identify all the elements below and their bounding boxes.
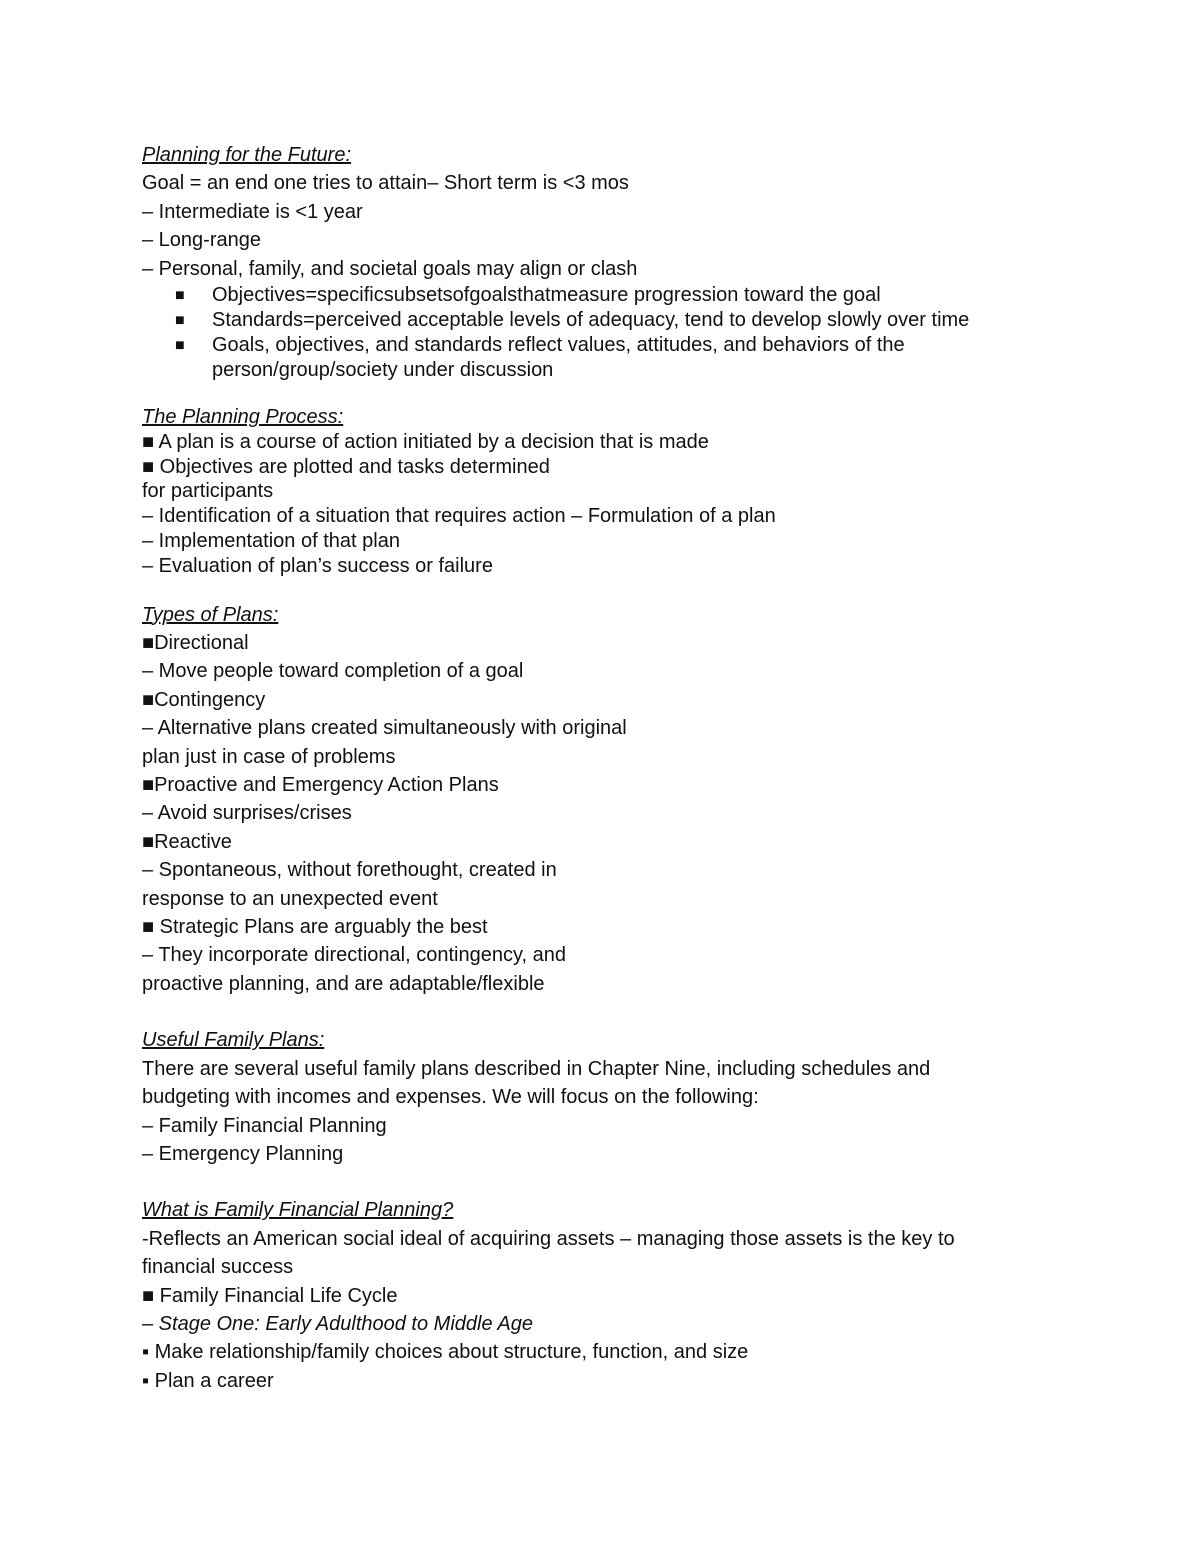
section-heading: Useful Family Plans: bbox=[142, 1029, 325, 1052]
text-line: ■Reactive bbox=[142, 830, 232, 853]
bullet-item bbox=[142, 333, 1042, 383]
section-useful-family-plans bbox=[142, 1026, 1042, 1168]
bullet-item bbox=[142, 308, 1042, 333]
section-heading: Planning for the Future: bbox=[142, 144, 352, 166]
text-line: – Implementation of that plan bbox=[142, 530, 400, 553]
text-line: – Emergency Planning bbox=[142, 1142, 344, 1165]
document-page bbox=[142, 141, 1042, 1395]
text-line: – Avoid surprises/crises bbox=[142, 802, 352, 825]
text-line: – Personal, family, and societal goals may align or clash bbox=[142, 257, 638, 280]
bullet-text: Goals, objectives, and standards reflect values, attitudes, and behaviors of the person/group/society under discussion bbox=[212, 334, 905, 382]
text-line: Goal = an end one tries to attain– Short term is <3 mos bbox=[142, 172, 629, 195]
text-line: plan just in case of problems bbox=[142, 745, 396, 768]
text-line: for participants bbox=[142, 480, 274, 503]
text-line: ■Directional bbox=[142, 632, 249, 655]
text-line: ■Contingency bbox=[142, 688, 266, 711]
text-line: -Reflects an American social ideal of acquiring assets – managing those assets is the key to bbox=[142, 1227, 955, 1250]
text-line: response to an unexpected event bbox=[142, 887, 438, 910]
text-line: – Evaluation of plan’s success or failure bbox=[142, 554, 493, 577]
bullet-text: Objectives=specificsubsetsofgoalsthatmeasure progression toward the goal bbox=[212, 284, 881, 307]
text-line: – Intermediate is <1 year bbox=[142, 200, 363, 223]
text-line: ■Proactive and Emergency Action Plans bbox=[142, 774, 499, 797]
section-planning-for-the-future bbox=[142, 141, 1042, 383]
bullet-square-icon: ■ bbox=[175, 312, 185, 330]
bullet-square-icon: ■ bbox=[175, 287, 185, 305]
text-line: – Spontaneous, without forethought, created in bbox=[142, 859, 557, 882]
text-line: There are several useful family plans described in Chapter Nine, including schedules and bbox=[142, 1057, 931, 1080]
text-line: ■ Objectives are plotted and tasks determined bbox=[142, 455, 550, 478]
text-line: ▪ Make relationship/family choices about structure, function, and size bbox=[142, 1341, 749, 1364]
text-line: ■ Family Financial Life Cycle bbox=[142, 1284, 398, 1307]
spacer bbox=[142, 383, 1042, 405]
section-heading: Types of Plans: bbox=[142, 603, 279, 626]
section-planning-process bbox=[142, 405, 1042, 579]
text-line: – Identification of a situation that requires action – Formulation of a plan bbox=[142, 505, 776, 528]
section-heading: What is Family Financial Planning? bbox=[142, 1199, 454, 1222]
spacer bbox=[142, 579, 1042, 601]
text-line: – Long-range bbox=[142, 229, 261, 252]
spacer bbox=[142, 1168, 1042, 1196]
section-types-of-plans bbox=[142, 601, 1042, 999]
text-line: ▪ Plan a career bbox=[142, 1369, 274, 1392]
text-line: – They incorporate directional, contingency, and bbox=[142, 944, 566, 967]
text-line: – Move people toward completion of a goal bbox=[142, 660, 524, 683]
text-line: – Family Financial Planning bbox=[142, 1114, 387, 1137]
text-line: – Alternative plans created simultaneously with original bbox=[142, 717, 627, 740]
text-line: proactive planning, and are adaptable/flexible bbox=[142, 972, 545, 995]
section-family-financial-planning bbox=[142, 1196, 1042, 1395]
text-line: ■ Strategic Plans are arguably the best bbox=[142, 916, 488, 939]
text-line-italic: – Stage One: Early Adulthood to Middle Age bbox=[142, 1312, 533, 1335]
section-heading: The Planning Process: bbox=[142, 406, 344, 429]
text-line: ■ A plan is a course of action initiated by a decision that is made bbox=[142, 430, 709, 453]
bullet-text: Standards=perceived acceptable levels of adequacy, tend to develop slowly over time bbox=[212, 309, 970, 332]
bullet-square-icon: ■ bbox=[175, 337, 185, 355]
bullet-item bbox=[142, 283, 1042, 308]
text-line: financial success bbox=[142, 1256, 294, 1279]
spacer bbox=[142, 998, 1042, 1026]
text-line: budgeting with incomes and expenses. We will focus on the following: bbox=[142, 1086, 759, 1109]
